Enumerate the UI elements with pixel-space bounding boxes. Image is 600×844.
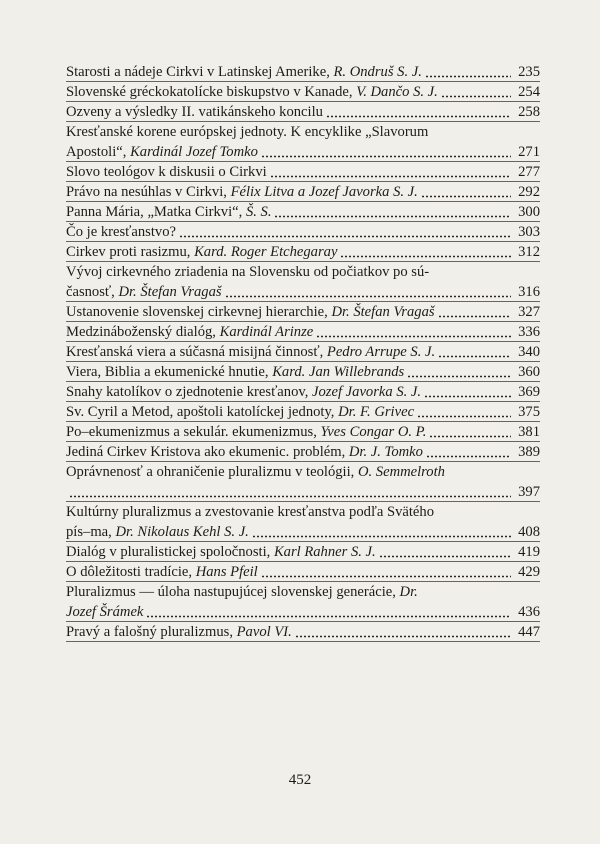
toc-entry-text xyxy=(66,102,323,122)
toc-entry-text xyxy=(66,202,271,222)
toc-entry xyxy=(66,342,540,362)
dot-leader xyxy=(261,144,511,158)
toc-entry-title: časnosť, xyxy=(66,284,119,300)
toc-entry-author: Dr. Nikolaus Kehl S. J. xyxy=(115,524,249,540)
toc-entry-title-start: Kresťanské korene európskej jednoty. K encyklike „Slavorum xyxy=(66,124,429,140)
toc-entry-first-line xyxy=(66,582,540,602)
toc-entry-page: 360 xyxy=(518,364,540,380)
toc-entry-text xyxy=(66,182,418,202)
toc-entry-page: 408 xyxy=(518,524,540,540)
toc-entry xyxy=(66,162,540,182)
toc-entry-author: Kardinál Arinze xyxy=(219,324,314,340)
dot-leader xyxy=(426,444,511,458)
toc-entry xyxy=(66,542,540,562)
page-number: 452 xyxy=(288,772,312,788)
underline-rule xyxy=(66,641,540,642)
toc-entry-line xyxy=(66,402,540,422)
toc-entry-page: 340 xyxy=(518,344,540,360)
toc-entry xyxy=(66,582,540,622)
dot-leader xyxy=(295,624,511,638)
toc-entry-page: 271 xyxy=(518,144,540,160)
toc-entry-line xyxy=(66,62,540,82)
toc-entry xyxy=(66,122,540,162)
toc-entry-text xyxy=(66,382,421,402)
toc-entry-title: Snahy katolíkov o zjednotenie kresťanov, xyxy=(66,384,313,400)
toc-entry-first-line xyxy=(66,502,540,522)
toc-entry-title: pís–ma, xyxy=(66,524,116,540)
toc-entry xyxy=(66,202,540,222)
dot-leader xyxy=(340,244,511,258)
toc-entry-title: Jediná Cirkev Kristova ako ekumenic. problém, xyxy=(66,444,349,460)
toc-entry-title: O dôležitosti tradície, xyxy=(66,564,196,580)
toc-entry-author: Jozef Javorka S. J. xyxy=(312,384,422,400)
dot-leader xyxy=(438,304,511,318)
toc-entry-page: 277 xyxy=(518,164,540,180)
toc-entry-author: V. Dančo S. J. xyxy=(356,84,438,100)
toc-entry-text xyxy=(66,242,337,262)
dot-leader xyxy=(252,524,511,538)
toc-entry-page: 429 xyxy=(518,564,540,580)
toc-entry-author: Pedro Arrupe S. J. xyxy=(326,344,436,360)
toc-entry-title: Kresťanská viera a súčasná misijná činnosť, xyxy=(66,344,327,360)
toc-entry-text xyxy=(66,522,249,542)
toc-entry-author: Š. S. xyxy=(245,204,272,220)
toc-entry-text xyxy=(66,562,258,582)
toc-entry xyxy=(66,382,540,402)
toc-entry-title: Sv. Cyril a Metod, apoštoli katolíckej jednoty, xyxy=(66,404,339,420)
toc-entry-text xyxy=(66,142,258,162)
toc-entry-line xyxy=(66,282,540,302)
toc-entry-text xyxy=(66,342,435,362)
toc-entry-line xyxy=(66,342,540,362)
toc-entry xyxy=(66,62,540,82)
toc-entry-author: Kard. Roger Etchegaray xyxy=(194,244,338,260)
toc-entry-line xyxy=(66,162,540,182)
toc-entry-first-line xyxy=(66,462,540,482)
toc-entry-text xyxy=(66,82,438,102)
toc-entry xyxy=(66,442,540,462)
toc-entry xyxy=(66,422,540,442)
toc-entry-title: Právo na nesúhlas v Cirkvi, xyxy=(66,184,231,200)
dot-leader xyxy=(424,384,511,398)
toc-entry xyxy=(66,82,540,102)
toc-entry-author: O. Semmelroth xyxy=(357,464,445,480)
toc-entry-text xyxy=(66,62,422,82)
toc-entry-author: Félix Litva a Jozef Javorka S. J. xyxy=(230,184,418,200)
toc-entry xyxy=(66,622,540,642)
toc-entry-author: Dr. Štefan Vragaš xyxy=(118,284,222,300)
dot-leader xyxy=(379,544,511,558)
toc-entry-text xyxy=(66,302,435,322)
toc-entry-text xyxy=(66,322,313,342)
toc-entry-author: Hans Pfeil xyxy=(195,564,258,580)
toc-entry-line xyxy=(66,602,540,622)
toc-entry-title: Čo je kresťanstvo? xyxy=(66,224,176,240)
toc-entry-line xyxy=(66,142,540,162)
dot-leader xyxy=(69,484,511,498)
toc-entry xyxy=(66,502,540,542)
toc-entry xyxy=(66,462,540,502)
toc-entry-line xyxy=(66,222,540,242)
dot-leader xyxy=(441,84,511,98)
toc-entry-page: 381 xyxy=(518,424,540,440)
toc-entry-author: Dr. Štefan Vragaš xyxy=(331,304,435,320)
toc-entry-title: Slovenské gréckokatolícke biskupstvo v Kanade, xyxy=(66,84,357,100)
toc-entry-text xyxy=(66,622,292,642)
toc-entry-text xyxy=(66,602,143,622)
toc-entry-title: Starosti a nádeje Cirkvi v Latinskej Amerike, xyxy=(66,64,334,80)
toc-entry-line xyxy=(66,322,540,342)
toc-entry-page: 303 xyxy=(518,224,540,240)
toc-entry-page: 327 xyxy=(518,304,540,320)
toc-entry-page: 316 xyxy=(518,284,540,300)
toc-entry-title: Pluralizmus — úloha nastupujúcej slovenskej generácie, xyxy=(66,584,400,600)
toc-entry xyxy=(66,262,540,302)
toc-entry xyxy=(66,562,540,582)
toc-entry-page: 292 xyxy=(518,184,540,200)
toc-entry-line xyxy=(66,242,540,262)
dot-leader xyxy=(429,424,511,438)
dot-leader xyxy=(274,204,511,218)
toc-entry-page: 436 xyxy=(518,604,540,620)
toc-entry-title-start: Vývoj cirkevného zriadenia na Slovensku od počiatkov po sú- xyxy=(66,264,430,280)
dot-leader xyxy=(417,404,511,418)
toc-entry-line xyxy=(66,542,540,562)
toc-entry-author: Pavol VI. xyxy=(236,624,292,640)
toc-entry-author: Karl Rahner S. J. xyxy=(273,544,376,560)
toc-entry-title: Cirkev proti rasizmu, xyxy=(66,244,195,260)
toc-entry-title-start: Kultúrny pluralizmus a zvestovanie kresťanstva podľa Svätého xyxy=(66,504,434,520)
toc-entry-author: Yves Congar O. P. xyxy=(320,424,427,440)
toc-entry-line xyxy=(66,102,540,122)
toc-entry-text xyxy=(66,422,426,442)
dot-leader xyxy=(146,604,511,618)
toc-entry-page: 300 xyxy=(518,204,540,220)
toc-entry-author: Dr. xyxy=(399,584,418,600)
toc-entry-line xyxy=(66,82,540,102)
toc-entry-page: 312 xyxy=(518,244,540,260)
dot-leader xyxy=(407,364,511,378)
toc-entry-text xyxy=(66,162,267,182)
toc-entry-title: Viera, Biblia a ekumenické hnutie, xyxy=(66,364,273,380)
toc-entry-title: Dialóg v pluralistickej spoločnosti, xyxy=(66,544,274,560)
toc-entry xyxy=(66,322,540,342)
toc-entry-title: Oprávnenosť a ohraničenie pluralizmu v teológii, xyxy=(66,464,358,480)
toc-entry-line xyxy=(66,442,540,462)
toc-entry-author: Dr. J. Tomko xyxy=(348,444,423,460)
toc-entry-title: Pravý a falošný pluralizmus, xyxy=(66,624,237,640)
toc-entry-line xyxy=(66,522,540,542)
toc-entry-line xyxy=(66,482,540,502)
toc-entry-page: 235 xyxy=(518,64,540,80)
dot-leader xyxy=(225,284,511,298)
toc-entry xyxy=(66,182,540,202)
toc-entry xyxy=(66,222,540,242)
toc-entry-title: Ozveny a výsledky II. vatikánskeho koncilu xyxy=(66,104,323,120)
toc-entry-first-line xyxy=(66,122,540,142)
toc-entry-text xyxy=(66,402,414,422)
toc-entry xyxy=(66,242,540,262)
toc-entry xyxy=(66,402,540,422)
toc-entry-text xyxy=(66,442,423,462)
dot-leader xyxy=(179,224,511,238)
toc-entry-author: R. Ondruš S. J. xyxy=(333,64,422,80)
toc-entry-title: Apostoli“, xyxy=(66,144,131,160)
toc-entry xyxy=(66,302,540,322)
dot-leader xyxy=(270,164,511,178)
toc-entry xyxy=(66,362,540,382)
dot-leader xyxy=(326,104,511,118)
toc-entry-author: Jozef Šrámek xyxy=(66,604,144,620)
toc-entry-line xyxy=(66,182,540,202)
toc-entry-title: Slovo teológov k diskusii o Cirkvi xyxy=(66,164,267,180)
toc-entry xyxy=(66,102,540,122)
toc-entry-first-line xyxy=(66,262,540,282)
dot-leader xyxy=(421,184,511,198)
toc-entry-page: 258 xyxy=(518,104,540,120)
dot-leader xyxy=(261,564,511,578)
toc-entry-text xyxy=(66,362,404,382)
toc-entry-line xyxy=(66,202,540,222)
table-of-contents xyxy=(66,62,540,642)
toc-entry-title: Po–ekumenizmus a sekulár. ekumenizmus, xyxy=(66,424,321,440)
toc-entry-title: Ustanovenie slovenskej cirkevnej hierarchie, xyxy=(66,304,332,320)
toc-entry-line xyxy=(66,302,540,322)
toc-entry-author: Dr. F. Grivec xyxy=(338,404,415,420)
dot-leader xyxy=(425,64,511,78)
toc-entry-line xyxy=(66,622,540,642)
toc-entry-title: Panna Mária, „Matka Cirkvi“, xyxy=(66,204,246,220)
dot-leader xyxy=(438,344,511,358)
toc-entry-line xyxy=(66,382,540,402)
toc-entry-text xyxy=(66,222,176,242)
toc-entry-page: 397 xyxy=(518,484,540,500)
toc-entry-line xyxy=(66,362,540,382)
toc-entry-author: Kard. Jan Willebrands xyxy=(272,364,405,380)
toc-entry-page: 369 xyxy=(518,384,540,400)
dot-leader xyxy=(316,324,511,338)
toc-entry-author: Kardinál Jozef Tomko xyxy=(130,144,258,160)
toc-entry-text xyxy=(66,282,222,302)
toc-entry-page: 419 xyxy=(518,544,540,560)
toc-entry-title: Medzináboženský dialóg, xyxy=(66,324,220,340)
toc-entry-page: 336 xyxy=(518,324,540,340)
toc-entry-line xyxy=(66,562,540,582)
toc-entry-page: 375 xyxy=(518,404,540,420)
toc-entry-page: 389 xyxy=(518,444,540,460)
toc-entry-line xyxy=(66,422,540,442)
toc-entry-page: 254 xyxy=(518,84,540,100)
toc-entry-page: 447 xyxy=(518,624,540,640)
toc-entry-text xyxy=(66,542,376,562)
